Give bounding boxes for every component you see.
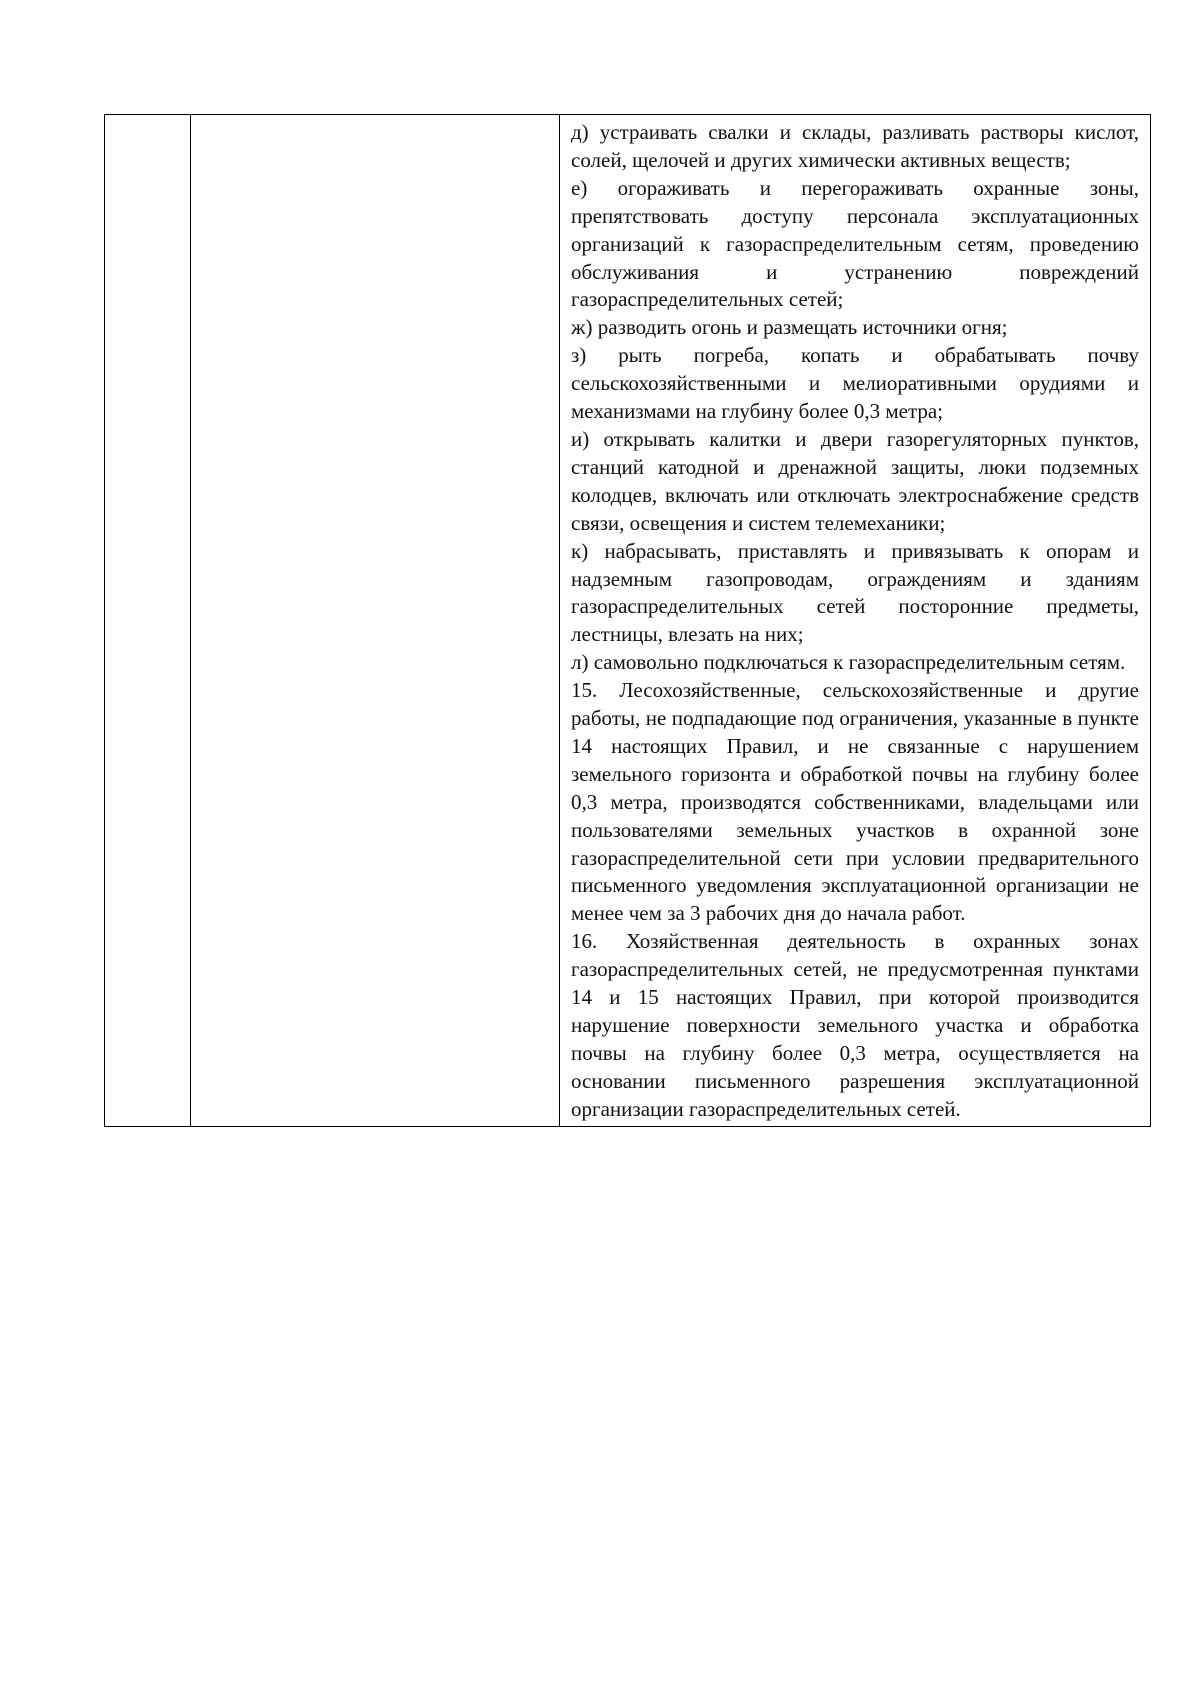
table-cell-content — [560, 115, 1151, 1127]
paragraph-16: 16. Хозяйственная деятельность в охранных зонах газораспределительных сетей, не предусмотренная пунктами 14 и 15 настоящих Правил, при которой производится нарушение поверхности земельного участка и обработка почвы на глубину более 0,3 метра, осуществляется на основании письменного разрешения эксплуатационной организации газораспределительных сетей. — [571, 929, 1139, 1121]
regulations-table — [104, 114, 1151, 1127]
paragraph-z: з) рыть погреба, копать и обрабатывать почву сельскохозяйственными и мелиоративными орудиями и механизмами на глубину более 0,3 метра; — [571, 343, 1139, 424]
table-cell-title — [191, 115, 560, 1127]
paragraph-d: д) устраивать свалки и склады, разливать растворы кислот, солей, щелочей и других химически активных веществ; — [571, 120, 1139, 172]
paragraph-e: е) огораживать и перегораживать охранные зоны, препятствовать доступу персонала эксплуатационных организаций к газораспределительным сетям, проведению обслуживания и устранению повреждений газораспределительных сетей; — [571, 175, 1139, 312]
paragraph-k: к) набрасывать, приставлять и привязывать к опорам и надземным газопроводам, ограждениям и зданиям газораспределительных сетей посторонние предметы, лестницы, влезать на них; — [571, 538, 1139, 647]
paragraph-zh: ж) разводить огонь и размещать источники огня; — [571, 315, 1008, 340]
paragraph-i: и) открывать калитки и двери газорегуляторных пунктов, станций катодной и дренажной защиты, люки подземных колодцев, включать или отключать электроснабжение средств связи, освещения и систем телемеханики; — [571, 426, 1139, 535]
table-row — [105, 115, 1151, 1127]
table-cell-number — [105, 115, 191, 1127]
content-paragraphs — [560, 115, 1150, 1126]
paragraph-15: 15. Лесохозяйственные, сельскохозяйственные и другие работы, не подпадающие под ограничения, указанные в пункте 14 настоящих Правил, и не связанные с нарушением земельного горизонта и обработкой почвы на глубину более 0,3 метра, производятся собственниками, владельцами или пользователями земельных участков в охранной зоне газораспределительной сети при условии предварительного письменного уведомления эксплуатационной организации не менее чем за 3 рабочих дня до начала работ. — [571, 678, 1139, 926]
paragraph-l: л) самовольно подключаться к газораспределительным сетям. — [571, 650, 1126, 675]
